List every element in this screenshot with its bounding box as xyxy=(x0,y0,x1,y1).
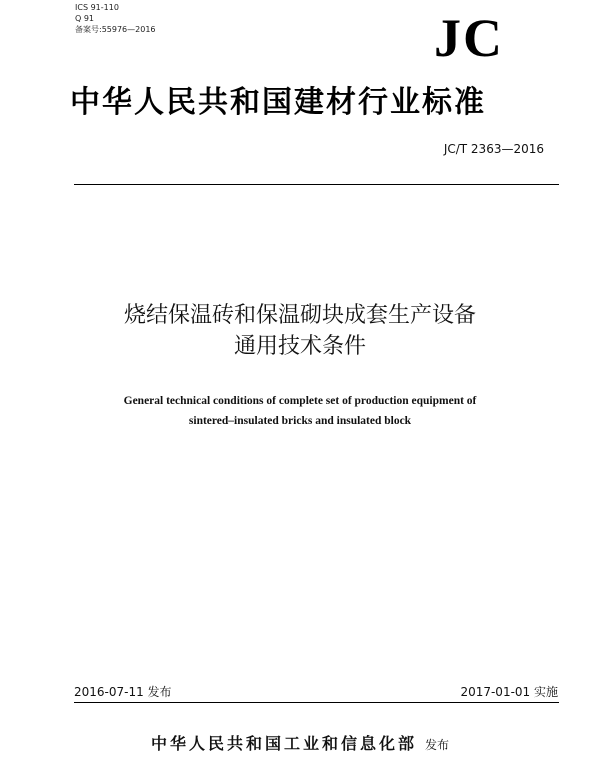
chinese-title xyxy=(0,300,600,362)
english-title-line-2: sintered–insulated bricks and insulated block xyxy=(188,415,412,427)
top-divider xyxy=(74,184,559,185)
chinese-title-line-2: 通用技术条件 xyxy=(233,334,366,359)
issuer-suffix: 发布 xyxy=(425,738,450,752)
bottom-divider xyxy=(74,702,559,703)
ccs-code: Q 91 xyxy=(75,14,95,23)
english-title-line-1: General technical conditions of complete set of production equipment of xyxy=(123,395,477,407)
issuer xyxy=(0,731,600,754)
chinese-title-line-1: 烧结保温砖和保温砌块成套生产设备 xyxy=(123,303,476,328)
issue-date: 2016-07-11 发布 xyxy=(74,685,172,699)
classification-codes xyxy=(75,2,156,35)
issuer-name: 中华人民共和国工业和信息化部 xyxy=(150,734,417,753)
jc-logo: JC xyxy=(434,8,504,68)
standard-number: JC/T 2363—2016 xyxy=(443,142,544,156)
ics-code: ICS 91-110 xyxy=(75,3,119,12)
standard-classification: 中华人民共和国建材行业标准 xyxy=(70,85,486,120)
implementation-date: 2017-01-01 实施 xyxy=(460,685,558,699)
filing-number: 备案号:55976—2016 xyxy=(75,25,156,34)
english-title xyxy=(0,391,600,431)
